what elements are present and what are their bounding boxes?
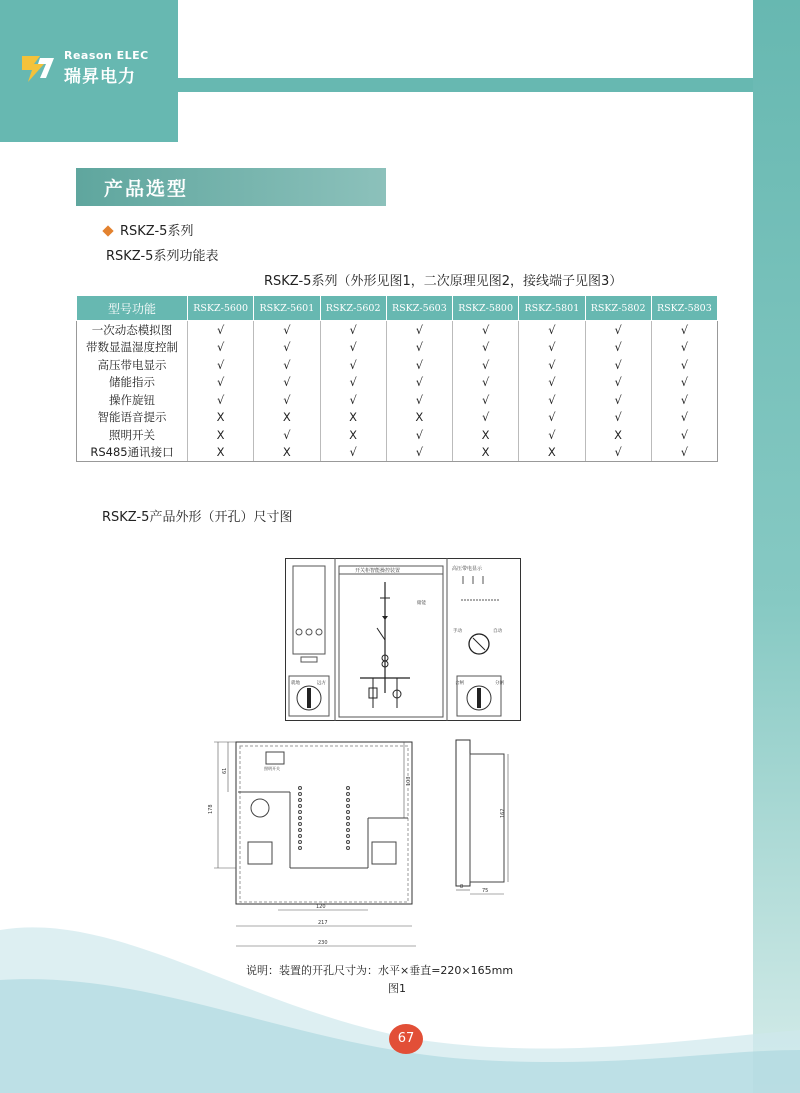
table-cell: √ [188, 356, 254, 374]
table-row [77, 356, 718, 374]
switch-off-label: 分闸 [495, 681, 504, 686]
table-cell: X [188, 426, 254, 444]
section-title-bar [76, 168, 386, 206]
table-cell: √ [585, 356, 651, 374]
dim-61: 61 [222, 767, 228, 774]
row-label: 智能语音提示 [97, 410, 167, 425]
table-cell: √ [188, 391, 254, 409]
dim-230: 230 [318, 940, 328, 946]
row-label: 照明开关 [109, 427, 155, 442]
brand-name-en: Reason ELEC [64, 49, 149, 62]
table-cell: √ [585, 374, 651, 392]
table-cell: √ [386, 391, 452, 409]
table-cell: √ [453, 356, 519, 374]
row-label: 带数显温湿度控制 [86, 340, 178, 355]
table-cell: √ [453, 339, 519, 357]
table-cell: √ [519, 339, 585, 357]
table-row [77, 426, 718, 444]
table-cell: √ [386, 374, 452, 392]
table-header-cell: 型号功能 [77, 296, 188, 321]
switch-on-label: 合闸 [455, 681, 464, 686]
table-row [77, 409, 718, 427]
table-cell: √ [519, 356, 585, 374]
table-cell: X [320, 409, 386, 427]
page-number-badge: 67 [389, 1024, 423, 1054]
function-table [76, 295, 718, 462]
table-header-cell: RSKZ-5603 [386, 296, 452, 321]
energy-storage-label: 储能 [417, 601, 426, 606]
table-cell: √ [651, 391, 717, 409]
table-cell: √ [519, 426, 585, 444]
table-cell: √ [651, 409, 717, 427]
table-cell: √ [254, 321, 320, 339]
table-header-cell: RSKZ-5801 [519, 296, 585, 321]
table-cell: √ [386, 426, 452, 444]
table-cell: √ [651, 356, 717, 374]
table-cell: √ [585, 409, 651, 427]
table-cell: X [519, 444, 585, 462]
table-cell: X [453, 426, 519, 444]
table-cell: √ [386, 321, 452, 339]
drawing-caption: RSKZ-5产品外形（开孔）尺寸图 [102, 510, 293, 525]
table-cell: √ [254, 356, 320, 374]
cutout-note: 说明：装置的开孔尺寸为：水平×垂直=220×165mm [246, 964, 514, 977]
row-label: 高压带电显示 [97, 357, 167, 372]
table-cell: √ [320, 444, 386, 462]
row-label: 一次动态模拟图 [91, 322, 173, 337]
table-cell: √ [651, 321, 717, 339]
table-cell: √ [519, 409, 585, 427]
table-cell: √ [386, 356, 452, 374]
table-cell: X [254, 444, 320, 462]
table-cell: √ [651, 339, 717, 357]
remote-label: 远方 [317, 681, 326, 686]
table-cell: √ [519, 391, 585, 409]
table-caption: RSKZ-5系列（外形见图1，二次原理见图2，接线端子见图3） [264, 274, 623, 289]
figure-label: 图1 [388, 982, 406, 995]
table-cell: √ [585, 391, 651, 409]
table-cell: √ [320, 356, 386, 374]
table-cell: √ [188, 321, 254, 339]
row-label: 操作旋钮 [109, 392, 155, 407]
table-cell: √ [585, 444, 651, 462]
manual-label: 手动 [453, 629, 462, 634]
local-label: 就地 [291, 681, 300, 686]
table-cell: X [585, 426, 651, 444]
dim-162: 162 [500, 808, 506, 818]
table-cell: √ [254, 339, 320, 357]
table-cell: √ [453, 391, 519, 409]
table-cell: X [254, 409, 320, 427]
table-cell: √ [453, 321, 519, 339]
auto-label: 自动 [493, 629, 502, 634]
table-cell: √ [320, 391, 386, 409]
table-cell: √ [386, 339, 452, 357]
table-cell: X [386, 409, 452, 427]
logo-mark-icon [18, 48, 58, 88]
table-cell: √ [254, 391, 320, 409]
table-cell: √ [320, 374, 386, 392]
hv-display-title: 高压带电显示 [452, 566, 483, 572]
table-cell: √ [453, 374, 519, 392]
row-label: RS485通讯接口 [77, 444, 188, 462]
table-header-cell: RSKZ-5600 [188, 296, 254, 321]
dim-103: 103 [406, 776, 412, 786]
header-teal-strip [178, 78, 753, 92]
table-cell: X [320, 426, 386, 444]
dim-217: 217 [318, 920, 328, 926]
table-row [77, 339, 718, 357]
dim-120: 120 [316, 904, 326, 910]
table-cell: √ [519, 321, 585, 339]
brand-logo [18, 48, 149, 88]
section-title: 产品选型 [104, 178, 189, 200]
switch-label: 照明开关 [264, 766, 280, 771]
table-cell: √ [386, 444, 452, 462]
mimic-title: 开关柜智能操控装置 [355, 568, 401, 574]
front-panel-drawing [285, 558, 521, 721]
table-row [77, 374, 718, 392]
table-header-cell: RSKZ-5602 [320, 296, 386, 321]
table-cell: X [188, 409, 254, 427]
table-cell: √ [188, 374, 254, 392]
diamond-bullet-icon [102, 225, 113, 236]
series-heading [104, 220, 193, 239]
dim-75: 75 [482, 888, 489, 894]
table-cell: √ [254, 374, 320, 392]
dim-8: 8 [460, 884, 464, 890]
table-cell: X [188, 444, 254, 462]
decorative-waves [0, 890, 800, 1093]
table-header-cell: RSKZ-5800 [453, 296, 519, 321]
table-cell: √ [651, 374, 717, 392]
table-row [77, 321, 718, 339]
table-title: RSKZ-5系列功能表 [106, 249, 219, 264]
header-white-band [178, 0, 753, 78]
table-cell: √ [188, 339, 254, 357]
table-cell: X [453, 444, 519, 462]
row-label: 储能指示 [109, 375, 155, 390]
table-cell: √ [254, 426, 320, 444]
series-label: RSKZ-5系列 [120, 224, 194, 239]
table-row [77, 391, 718, 409]
dim-178: 178 [208, 804, 214, 814]
table-cell: √ [651, 426, 717, 444]
brand-name-cn: 瑞昇电力 [64, 67, 136, 87]
table-header-cell: RSKZ-5803 [651, 296, 717, 321]
table-header-cell: RSKZ-5802 [585, 296, 651, 321]
table-header-row [77, 296, 718, 321]
table-cell: √ [519, 374, 585, 392]
table-cell: √ [320, 339, 386, 357]
table-cell: √ [585, 321, 651, 339]
table-cell: √ [320, 321, 386, 339]
table-row [77, 444, 718, 462]
table-header-cell: RSKZ-5601 [254, 296, 320, 321]
table-cell: √ [651, 444, 717, 462]
table-cell: √ [453, 409, 519, 427]
table-cell: √ [585, 339, 651, 357]
